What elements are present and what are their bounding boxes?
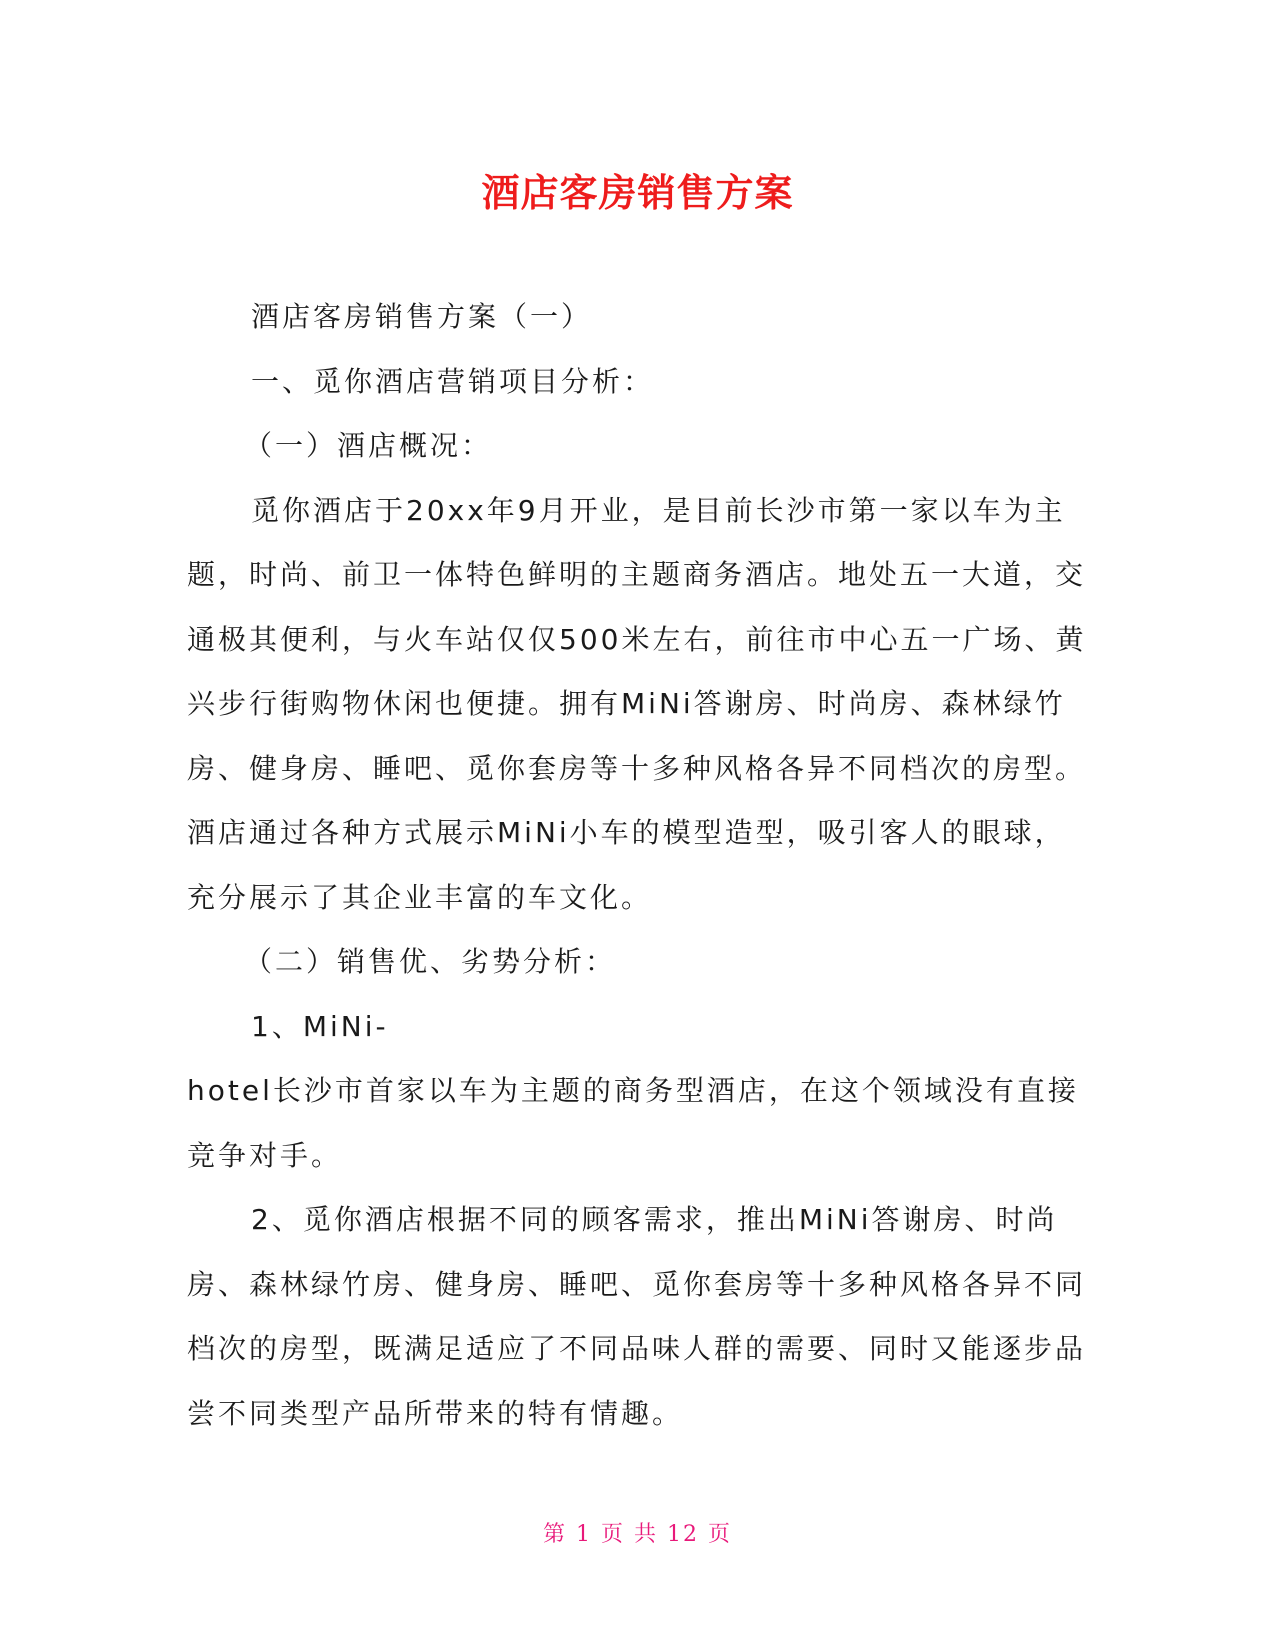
paragraph-section-heading: 酒店客房销售方案（一） xyxy=(251,300,593,333)
paragraph-point-1-body: hotel长沙市首家以车为主题的商务型酒店，在这个领域没有直接竞争对手。 xyxy=(187,1074,1079,1172)
paragraph-overview-heading: （一）酒店概况： xyxy=(244,429,493,462)
page-footer: 第 1 页 共 12 页 xyxy=(543,1522,732,1547)
paragraph-analysis-heading: 一、觅你酒店营销项目分析： xyxy=(251,364,655,398)
paragraph-hotel-overview: 觅你酒店于20xx年9月开业，是目前长沙市第一家以车为主题，时尚、前卫一体特色鲜明的主题商务酒店。地处五一大道，交通极其便利，与火车站仅仅500米左右，前往市中心五一广场、黄兴步行街购物休闲也便捷。拥有MiNi答谢房、时尚房、森林绿竹房、健身房、睡吧、觅你套房等十多种风格各异不同档次的房型。酒店通过各种方式展示MiNi小车的模型造型，吸引客人的眼球，充分展示了其企业丰富的车文化。 xyxy=(187,493,1087,914)
document-title: 酒店客房销售方案 xyxy=(481,171,794,215)
paragraph-swot-heading: （二）销售优、劣势分析： xyxy=(244,945,617,978)
document-body xyxy=(187,285,1087,1446)
paragraph-point-2: 2、觅你酒店根据不同的顾客需求，推出MiNi答谢房、时尚房、森林绿竹房、健身房、睡吧、觅你套房等十多种风格各异不同档次的房型，既满足适应了不同品味人群的需要、同时又能逐步品尝不同类型产品所带来的特有情趣。 xyxy=(187,1203,1087,1430)
paragraph-point-1-start: 1、MiNi- xyxy=(251,1009,389,1043)
